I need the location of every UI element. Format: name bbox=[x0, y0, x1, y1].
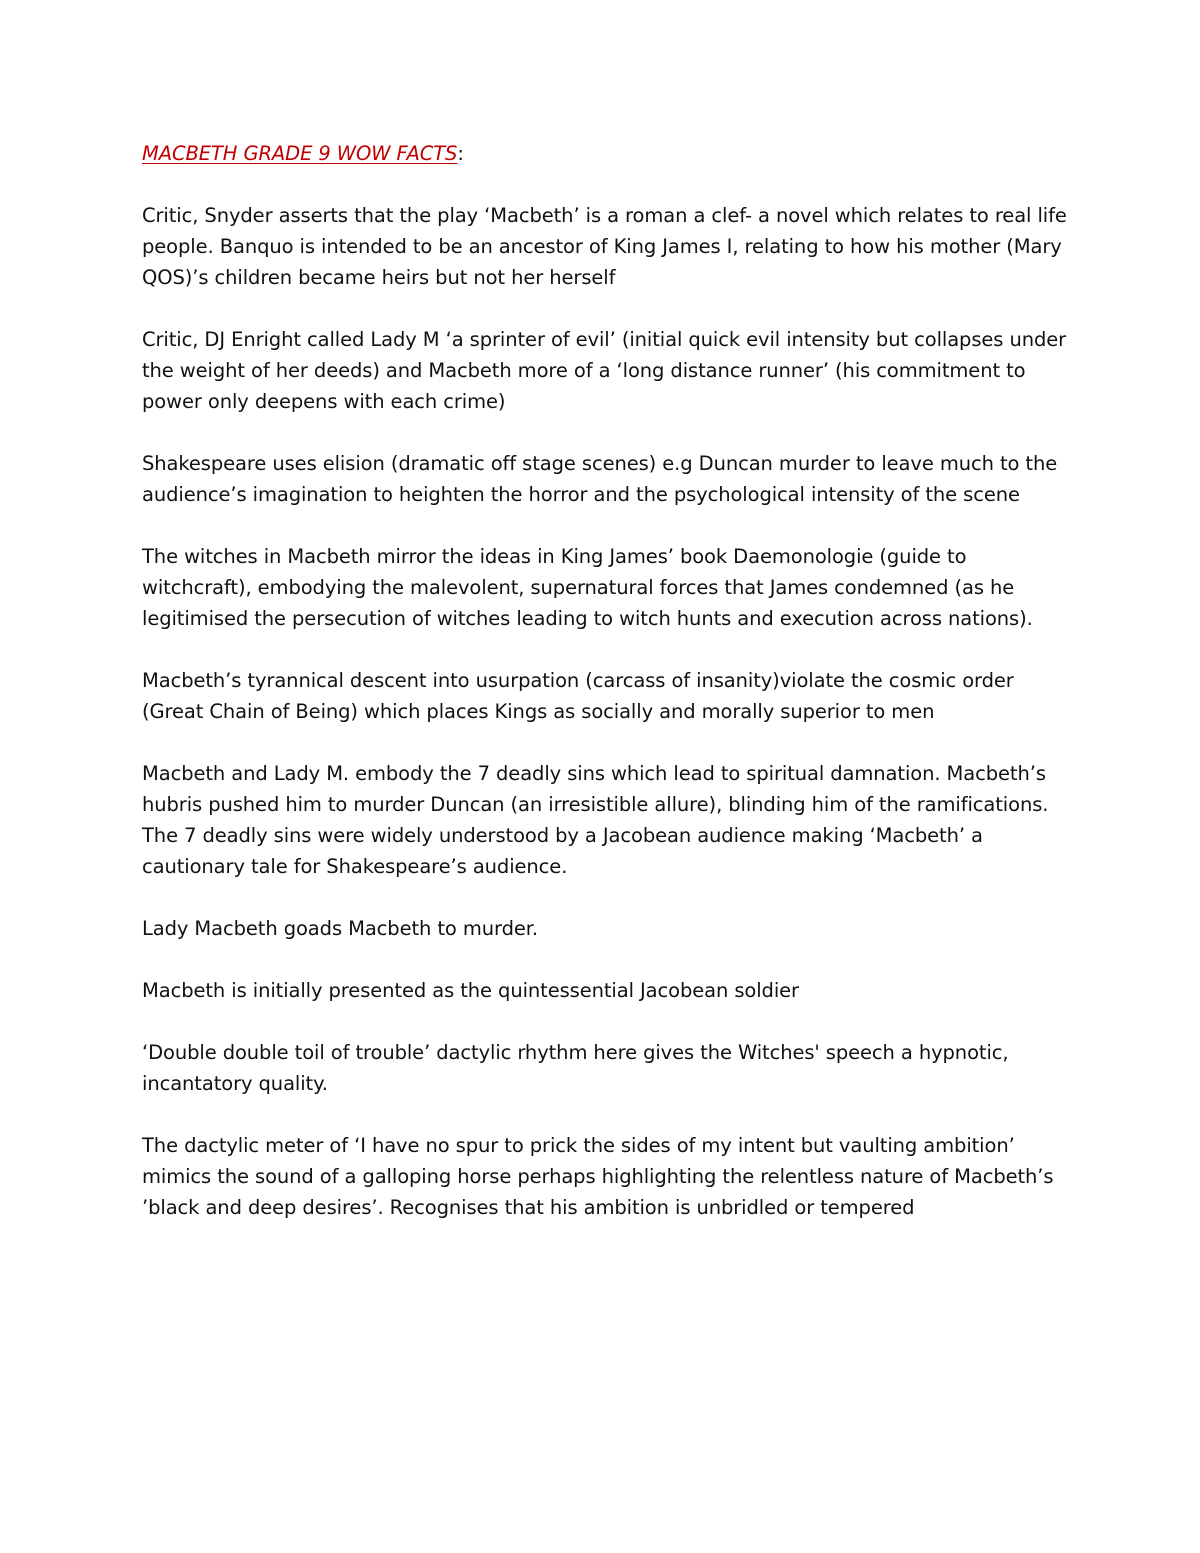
paragraph-usurpation: Macbeth’s tyrannical descent into usurpation (carcass of insanity)violate the cosmic order (Great Chain of Being) which places Kings as socially and morally superior to men bbox=[142, 669, 1014, 723]
paragraph-elision: Shakespeare uses elision (dramatic off stage scenes) e.g Duncan murder to leave much to the audience’s imagination to heighten the horror and the psychological intensity of the scene bbox=[142, 452, 1058, 506]
paragraph-deadly-sins: Macbeth and Lady M. embody the 7 deadly sins which lead to spiritual damnation. Macbeth’s hubris pushed him to murder Duncan (an irresistible allure), blinding him of the ramifications. The 7 deadly sins were widely understood by a Jacobean audience making ‘Macbeth’ a cautionary tale for Shakespeare’s audience. bbox=[142, 762, 1049, 878]
document-body bbox=[142, 138, 1067, 1254]
paragraph-lady-macbeth: Lady Macbeth goads Macbeth to murder. bbox=[142, 917, 538, 940]
title-colon: : bbox=[457, 142, 464, 165]
document-title: MACBETH GRADE 9 WOW FACTS bbox=[142, 142, 458, 165]
paragraph-snyder: Critic, Snyder asserts that the play ‘Macbeth’ is a roman a clef- a novel which relates to real life people. Banquo is intended to be an ancestor of King James I, relating to how his mother (Mary QOS)’s children became heirs but not her herself bbox=[142, 204, 1067, 289]
paragraph-double-toil: ‘Double double toil of trouble’ dactylic rhythm here gives the Witches' speech a hypnotic, incantatory quality. bbox=[142, 1041, 1009, 1095]
paragraph-soldier: Macbeth is initially presented as the quintessential Jacobean soldier bbox=[142, 979, 799, 1002]
paragraph-enright: Critic, DJ Enright called Lady M ‘a sprinter of evil’ (initial quick evil intensity but collapses under the weight of her deeds) and Macbeth more of a ‘long distance runner’ (his commitment to power only deepens with each crime) bbox=[142, 328, 1067, 413]
title-line bbox=[142, 138, 1067, 169]
paragraph-dactylic-meter: The dactylic meter of ‘I have no spur to prick the sides of my intent but vaulting ambition’ mimics the sound of a galloping horse perhaps highlighting the relentless nature of Macbeth’s ’black and deep desires’. Recognises that his ambition is unbridled or tempered bbox=[142, 1134, 1054, 1219]
paragraph-witches: The witches in Macbeth mirror the ideas in King James’ book Daemonologie (guide to witchcraft), embodying the malevolent, supernatural forces that James condemned (as he legitimised the persecution of witches leading to witch hunts and execution across nations). bbox=[142, 545, 1033, 630]
